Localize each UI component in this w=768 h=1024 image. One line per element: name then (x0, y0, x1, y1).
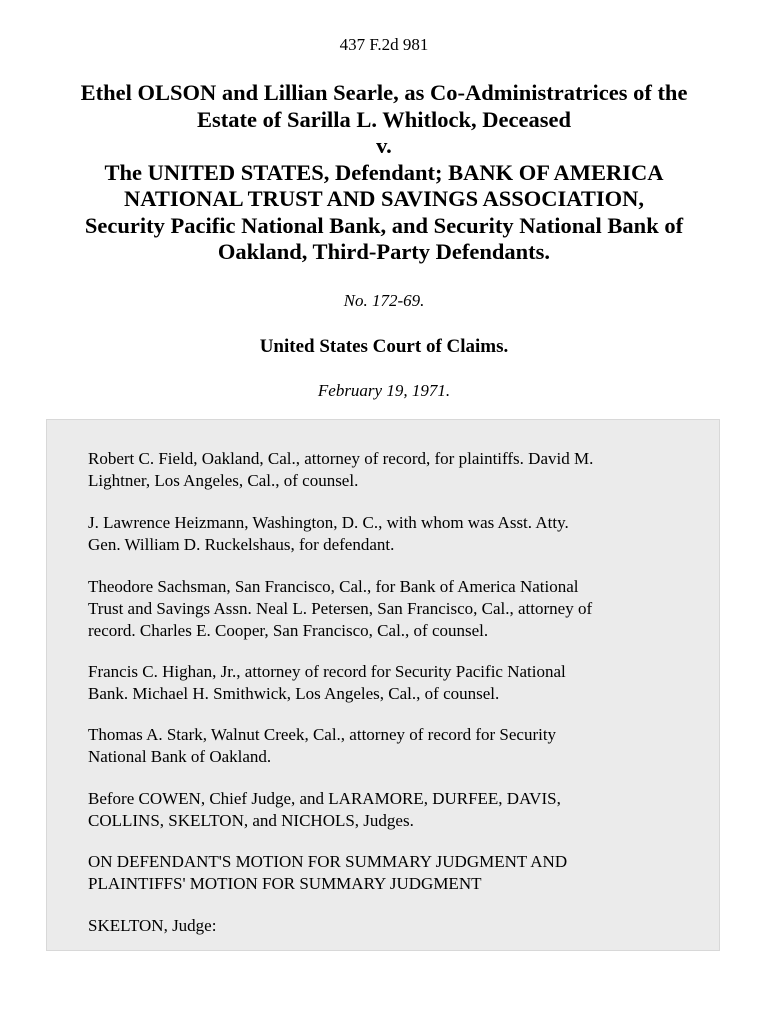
paragraph-line: Francis C. Highan, Jr., attorney of record for Security Pacific National (88, 662, 566, 681)
paragraph-line: Gen. William D. Ruckelshaus, for defendant. (88, 535, 395, 554)
paragraph-line: J. Lawrence Heizmann, Washington, D. C., with whom was Asst. Atty. (88, 513, 569, 532)
caption-versus: v. (376, 133, 392, 158)
caption-line: Estate of Sarilla L. Whitlock, Deceased (197, 106, 571, 132)
bench-paragraph (88, 788, 708, 832)
paragraph-line: Theodore Sachsman, San Francisco, Cal., for Bank of America National (88, 577, 579, 596)
caption-line: Oakland, Third-Party Defendants. (217, 239, 551, 264)
counsel-paragraph-security-national (88, 724, 708, 768)
paragraph-line: SKELTON, Judge: (88, 916, 217, 935)
paragraph-line: COLLINS, SKELTON, and NICHOLS, Judges. (88, 811, 414, 830)
counsel-paragraph-security-pacific (88, 661, 708, 705)
counsel-paragraph-plaintiffs (88, 448, 708, 492)
paragraph-line: PLAINTIFFS' MOTION FOR SUMMARY JUDGMENT (88, 874, 482, 893)
caption-line: NATIONAL TRUST AND SAVINGS ASSOCIATION, (124, 186, 644, 211)
paragraph-line: Trust and Savings Assn. Neal L. Petersen, San Francisco, Cal., attorney of (88, 599, 593, 618)
opinion-author (88, 915, 708, 937)
paragraph-line: National Bank of Oakland. (88, 747, 272, 766)
caption-line: Ethel OLSON and Lillian Searle, as Co-Administratrices of the (80, 80, 688, 105)
caption-line: The UNITED STATES, Defendant; BANK OF AMERICA (104, 159, 664, 185)
paragraph-line: Before COWEN, Chief Judge, and LARAMORE, DURFEE, DAVIS, (88, 789, 561, 808)
paragraph-line: Thomas A. Stark, Walnut Creek, Cal., attorney of record for Security (88, 725, 557, 744)
counsel-paragraph-defendant (88, 512, 708, 556)
case-citation: 437 F.2d 981 (339, 35, 429, 54)
caption-line: Security Pacific National Bank, and Security National Bank of (84, 212, 684, 238)
counsel-box (46, 419, 720, 951)
paragraph-line: ON DEFENDANT'S MOTION FOR SUMMARY JUDGMENT AND (88, 852, 568, 871)
paragraph-line: Lightner, Los Angeles, Cal., of counsel. (88, 471, 359, 490)
paragraph-line: record. Charles E. Cooper, San Francisco, Cal., of counsel. (88, 621, 489, 640)
counsel-paragraph-bank-of-america (88, 576, 708, 642)
docket-number: No. 172-69. (343, 291, 425, 310)
case-caption (40, 80, 728, 266)
paragraph-line: Robert C. Field, Oakland, Cal., attorney of record, for plaintiffs. David M. (88, 449, 594, 468)
decision-date: February 19, 1971. (317, 381, 451, 400)
motion-heading (88, 851, 708, 895)
court-name: United States Court of Claims. (259, 336, 509, 357)
paragraph-line: Bank. Michael H. Smithwick, Los Angeles, Cal., of counsel. (88, 684, 500, 703)
